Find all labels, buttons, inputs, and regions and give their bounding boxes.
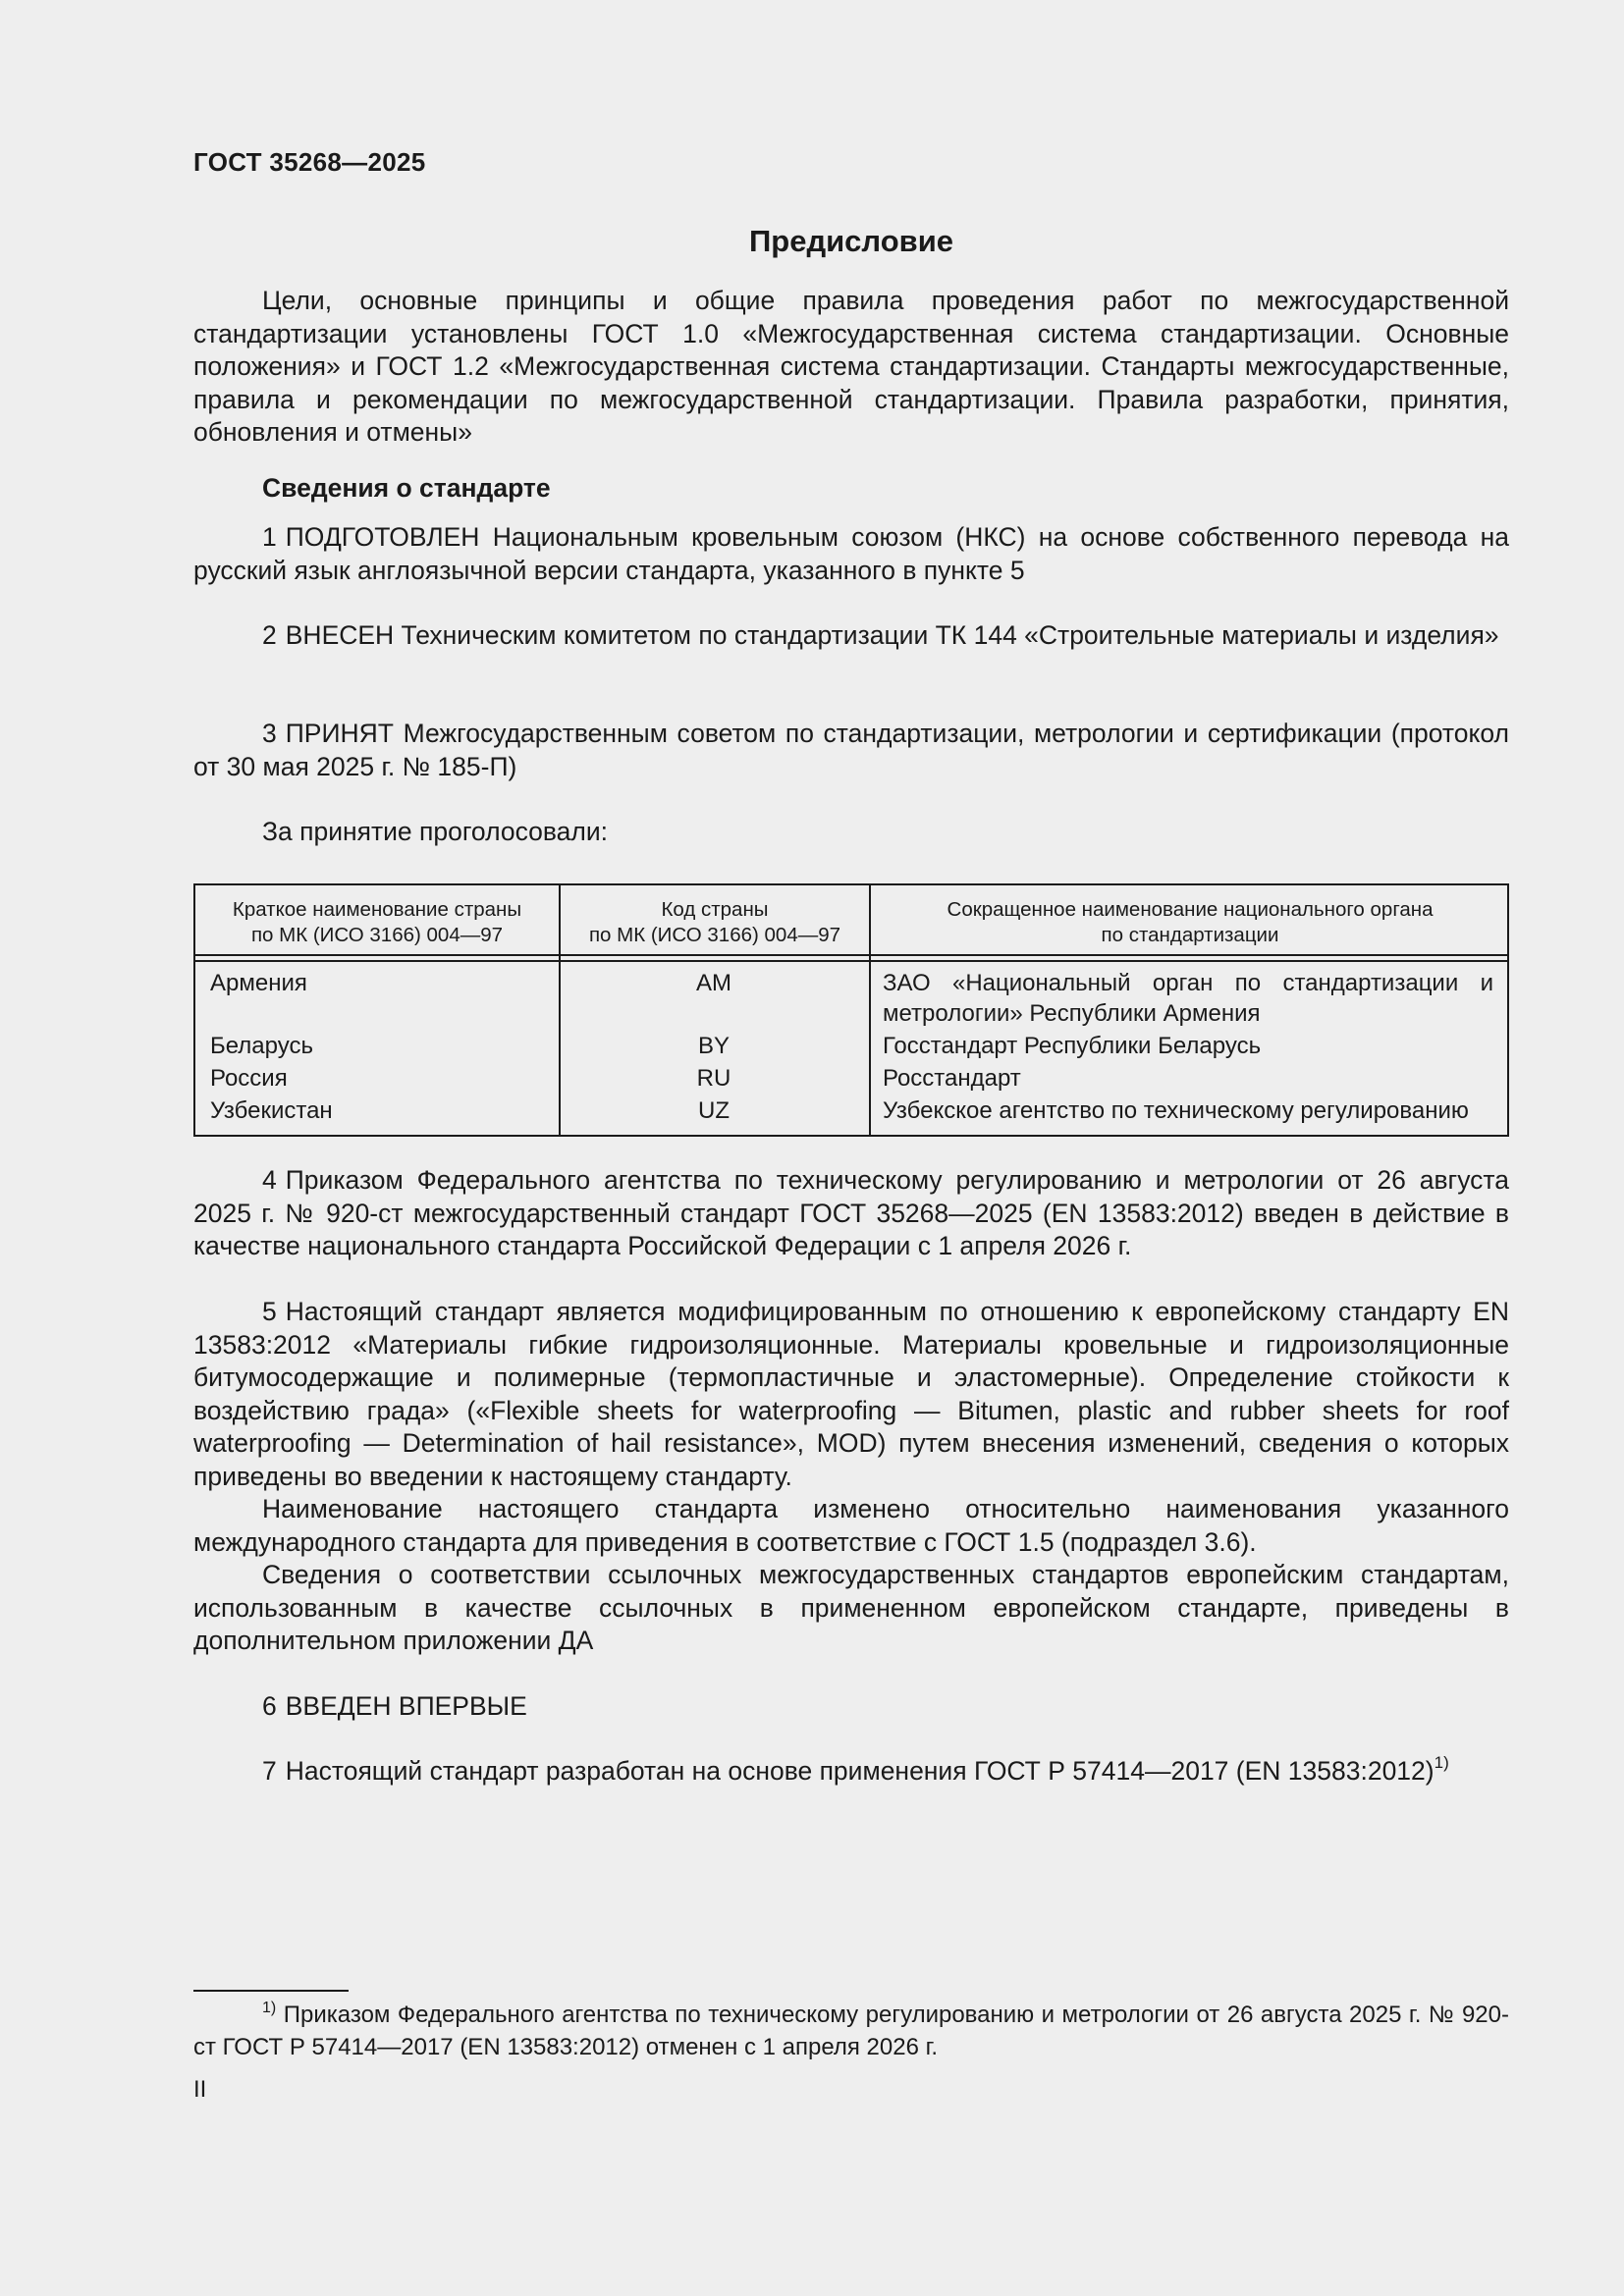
item-1-paragraph [193, 521, 1509, 587]
item-number: 5 [262, 1297, 277, 1326]
table-cell-code: RU [696, 1065, 731, 1092]
table-cell-organization: Узбекское агентство по техническому регулированию [883, 1097, 1469, 1124]
page-title: Предисловие [748, 224, 953, 258]
vote-paragraph: За принятие проголосовали: [262, 817, 609, 846]
item-number: 3 [262, 719, 277, 748]
table-header-organization: Сокращенное наименование национального органа по стандартизации [947, 898, 1434, 946]
item-7-paragraph [193, 1755, 1509, 1789]
table-cell-country: Армения [210, 970, 307, 996]
document-page [193, 0, 1509, 2296]
item-text: ВВЕДЕН ВПЕРВЫЕ [285, 1691, 527, 1721]
item-3-paragraph [193, 718, 1509, 783]
item-number: 7 [262, 1756, 277, 1786]
item-5-name-paragraph: Наименование настоящего стандарта изменено относительно наименования указанного международного стандарта для приведения в соответствие с ГОСТ 1.5 (подраздел 3.6). [193, 1494, 1509, 1557]
footnote-separator [193, 1990, 349, 1992]
item-5-paragraph [193, 1296, 1509, 1493]
item-4-paragraph [193, 1164, 1509, 1263]
page-number: II [193, 2076, 207, 2103]
item-5-references-paragraph: Сведения о соответствии ссылочных межгосударственных стандартов европейским стандартам, использованным в качестве ссылочных в примененном европейском стандарте, приведены в дополнительном приложении ДА [193, 1560, 1509, 1655]
document-id: ГОСТ 35268—2025 [193, 147, 426, 177]
table-cell-country: Беларусь [210, 1033, 313, 1059]
footnote [193, 1999, 1509, 2063]
footnote-mark: 1) [262, 2000, 277, 2016]
footnote-text: Приказом Федерального агентства по техническому регулированию и метрологии от 26 августа 2025 г. № 920-ст ГОСТ Р 57414—2017 (EN 13583:2012) отменен с 1 апреля 2026 г. [193, 2002, 1509, 2060]
item-number: 1 [262, 522, 277, 552]
item-text: ВНЕСЕН Техническим комитетом по стандартизации ТК 144 «Строительные материалы и изделия» [285, 620, 1499, 650]
table-cell-organization: Госстандарт Республики Беларусь [883, 1033, 1262, 1059]
table-cell-organization: Росстандарт [883, 1065, 1021, 1092]
item-6-paragraph [193, 1690, 1509, 1724]
item-number: 6 [262, 1691, 277, 1721]
intro-paragraph: Цели, основные принципы и общие правила проведения работ по межгосударственной стандартизации установлены ГОСТ 1.0 «Межгосударственная система стандартизации. Основные положения» и ГОСТ 1.2 «Межгосударственная система стандартизации. Стандарты межгосударственные, правила и рекомендации по межгосударственной стандартизации. Правила разработки, принятия, обновления и отмены» [193, 286, 1509, 447]
table-cell-code: AM [696, 970, 731, 996]
table-cell-country: Россия [210, 1065, 288, 1092]
item-2-paragraph [193, 619, 1509, 653]
table-header-divider [195, 954, 1507, 956]
table-header-country: Краткое наименование страны по МК (ИСО 3166) 004—97 [232, 898, 522, 946]
item-number: 4 [262, 1165, 277, 1195]
table-cell-code: UZ [698, 1097, 730, 1124]
item-text: Приказом Федерального агентства по техническому регулированию и метрологии от 26 августа 2025 г. № 920-ст межгосударственный стандарт ГОСТ 35268—2025 (EN 13583:2012) введен в действие в качестве национального стандарта Российской Федерации с 1 апреля 2026 г. [193, 1165, 1509, 1260]
item-text: Настоящий стандарт разработан на основе применения ГОСТ Р 57414—2017 (EN 13583:2012) [285, 1756, 1435, 1786]
table-header-divider [195, 960, 1507, 962]
table-cell-country: Узбекистан [210, 1097, 333, 1124]
table-cell-code: BY [697, 1033, 730, 1059]
voting-table [193, 883, 1509, 1137]
footnote-reference: 1) [1434, 1753, 1449, 1772]
item-text: ПОДГОТОВЛЕН Национальным кровельным союзом (НКС) на основе собственного перевода на русский язык англоязычной версии стандарта, указанного в пункте 5 [193, 522, 1509, 585]
table-cell-organization: ЗАО «Национальный орган по стандартизации и метрологии» Республики Армения [883, 970, 1493, 1027]
item-number: 2 [262, 620, 277, 650]
item-text: Настоящий стандарт является модифицированным по отношению к европейскому стандарту EN 13583:2012 «Материалы гибкие гидроизоляционные. Материалы кровельные и гидроизоляционные битумосодержащие и полимерные (термопластичные и эластомерные). Определение стойкости к воздействию града» («Flexible sheets for waterproofing — Bitumen, plastic and rubber sheets for roof waterproofing — Determination of hail resistance», MOD) путем внесения изменений, сведения о которых приведены во введении к настоящему стандарту. [193, 1297, 1509, 1491]
section-subheading: Сведения о стандарте [262, 473, 551, 503]
item-text: ПРИНЯТ Межгосударственным советом по стандартизации, метрологии и сертификации (протокол от 30 мая 2025 г. № 185-П) [193, 719, 1509, 781]
table-header-code: Код страны по МК (ИСО 3166) 004—97 [588, 898, 841, 946]
